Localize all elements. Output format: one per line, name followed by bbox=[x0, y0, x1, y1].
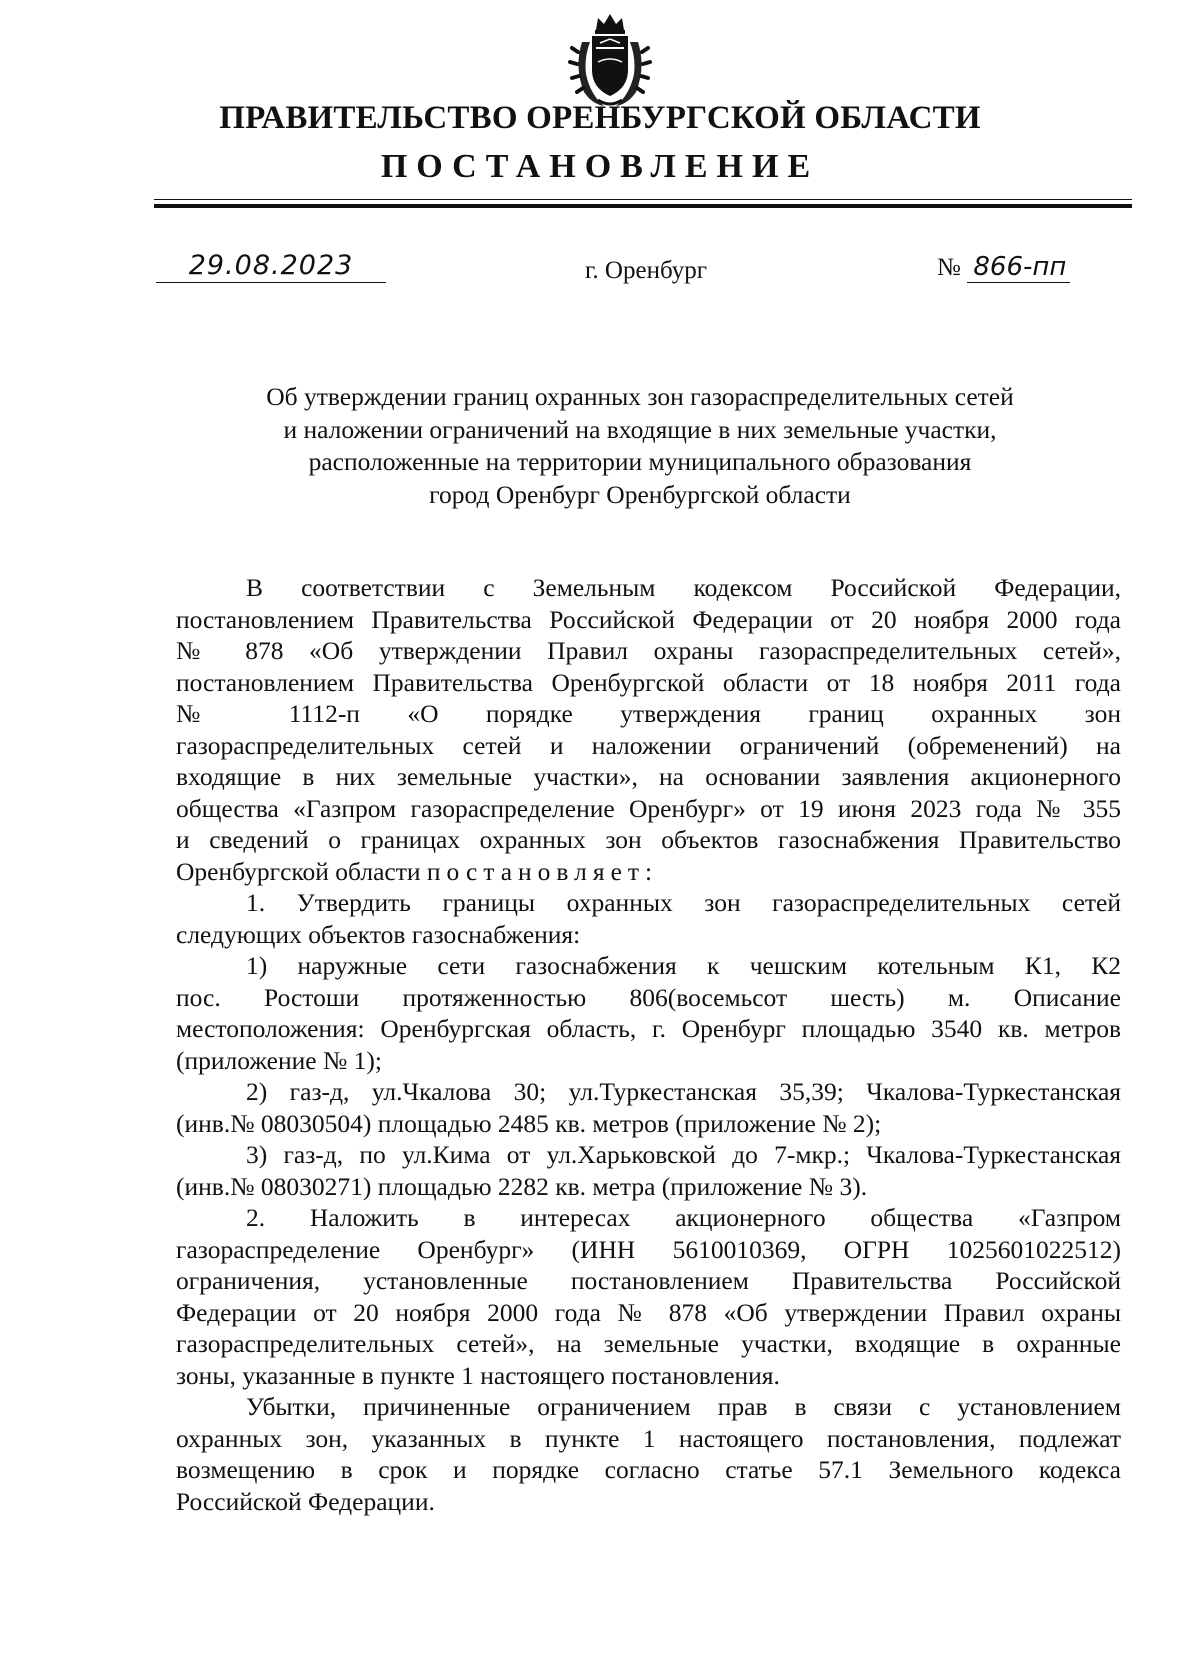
coat-of-arms-icon bbox=[568, 12, 652, 110]
header-rule-thick bbox=[154, 204, 1132, 208]
number-label: № bbox=[937, 254, 961, 281]
item1-line: 1. Утвердить границы охранных зон газораспределительных сетей bbox=[246, 888, 1121, 917]
sub2-line: 2) газ-д, ул.Чкалова 30; ул.Туркестанская 35,39; Чкалова-Туркестанская bbox=[246, 1077, 1121, 1106]
preamble-line: общества «Газпром газораспределение Оренбург» от 19 июня 2023 года № 355 bbox=[176, 793, 1121, 823]
preamble-end-line bbox=[176, 856, 1121, 888]
losses-line: Российской Федерации. bbox=[176, 1486, 435, 1516]
preamble-line: и сведений о границах охранных зон объектов газоснабжения Правительство bbox=[176, 825, 1121, 854]
preamble-line: постановлением Правительства Российской Федерации от 20 ноября 2000 года bbox=[176, 604, 1121, 634]
losses-line: охранных зон, указанных в пункте 1 настоящего постановления, подлежат bbox=[176, 1423, 1121, 1453]
subject-line: и наложении ограничений на входящие в них земельные участки, bbox=[283, 414, 997, 444]
item2-line: 2. Наложить в интересах акционерного общества «Газпром bbox=[246, 1203, 1121, 1232]
sub1-line: местоположения: Оренбургская область, г. Оренбург площадью 3540 кв. метров bbox=[176, 1014, 1121, 1043]
preamble-line: газораспределительных сетей и наложении ограничений (обременений) на bbox=[176, 730, 1121, 760]
item2-line: Федерации от 20 ноября 2000 года № 878 «Об утверждении Правил охраны bbox=[176, 1297, 1121, 1327]
item2-line: газораспределение Оренбург» (ИНН 5610010369, ОГРН 1025601022512) bbox=[176, 1234, 1121, 1264]
sub3-line: 3) газ-д, по ул.Кима от ул.Харьковской до 7-мкр.; Чкалова-Туркестанская bbox=[246, 1140, 1121, 1169]
number-value: 866-пп bbox=[967, 252, 1070, 283]
losses-line: возмещению в срок и порядке согласно статье 57.1 Земельного кодекса bbox=[176, 1455, 1121, 1484]
document-subject bbox=[160, 381, 1120, 511]
document-body bbox=[176, 572, 1121, 1517]
preamble-end: Оренбургской области bbox=[176, 856, 421, 886]
preamble-line: № 878 «Об утверждении Правил охраны газораспределительных сетей», bbox=[176, 636, 1121, 665]
item1-line: следующих объектов газоснабжения: bbox=[176, 919, 581, 949]
decree-word: постановляет bbox=[426, 856, 646, 886]
sub1-line: 1) наружные сети газоснабжения к чешским котельным К1, К2 bbox=[246, 951, 1121, 980]
item2-line: зоны, указанные в пункте 1 настоящего постановления. bbox=[176, 1360, 780, 1390]
document-number bbox=[937, 252, 1070, 283]
item2-line: ограничения, установленные постановлением Правительства Российской bbox=[176, 1266, 1121, 1295]
sub1-line: пос. Ростоши протяженностью 806(восемьсот шесть) м. Описание bbox=[176, 982, 1121, 1012]
decree-colon: : bbox=[645, 856, 653, 886]
preamble-line: постановлением Правительства Оренбургской области от 18 ноября 2011 года bbox=[176, 667, 1121, 697]
document-type: ПОСТАНОВЛЕНИЕ bbox=[380, 148, 820, 185]
sub3-line: (инв.№ 08030271) площадью 2282 кв. метра (приложение № 3). bbox=[176, 1171, 868, 1201]
organization-title: ПРАВИТЕЛЬСТВО ОРЕНБУРГСКОЙ ОБЛАСТИ bbox=[219, 100, 981, 136]
subject-line: город Оренбург Оренбургской области bbox=[429, 479, 851, 509]
subject-line: Об утверждении границ охранных зон газораспределительных сетей bbox=[266, 382, 1014, 411]
preamble-line: В соответствии с Земельным кодексом Российской Федерации, bbox=[246, 573, 1121, 602]
document-date: 29.08.2023 bbox=[156, 250, 386, 283]
document-city: г. Оренбург bbox=[585, 257, 707, 284]
header-rule-thin bbox=[154, 199, 1132, 200]
sub2-line: (инв.№ 08030504) площадью 2485 кв. метров (приложение № 2); bbox=[176, 1108, 882, 1138]
preamble-line: входящие в них земельные участки», на основании заявления акционерного bbox=[176, 762, 1121, 791]
preamble-line: № 1112-п «О порядке утверждения границ охранных зон bbox=[176, 699, 1121, 728]
sub1-line: (приложение № 1); bbox=[176, 1045, 382, 1075]
subject-line: расположенные на территории муниципального образования bbox=[308, 447, 972, 476]
losses-line: Убытки, причиненные ограничением прав в связи с установлением bbox=[246, 1392, 1121, 1421]
item2-line: газораспределительных сетей», на земельные участки, входящие в охранные bbox=[176, 1329, 1121, 1358]
